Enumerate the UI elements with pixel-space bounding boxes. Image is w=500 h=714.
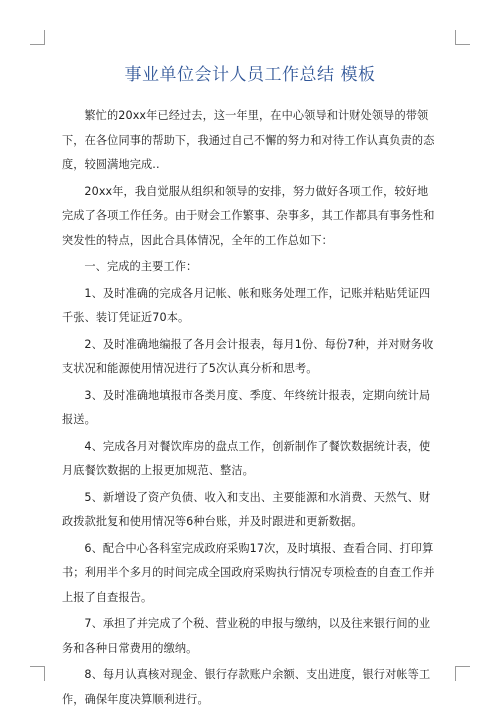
document-body — [62, 104, 438, 714]
list-item: 5、新增设了资产负债、收入和支出、主要能源和水消费、天然气、财政拨款批复和使用情况等6种台账，并及时跟进和更新数据。 — [62, 490, 431, 528]
list-item: 7、承担了并完成了个税、营业税的申报与缴纳，以及往来银行间的业务和各种日常费用的缴纳。 — [62, 617, 431, 655]
crop-mark-top-right — [455, 30, 470, 45]
crop-mark-bottom-left — [30, 666, 45, 681]
paragraph-overview: 20xx年，我自觉服从组织和领导的安排，努力做好各项工作，较好地完成了各项工作任务。由于财会工作繁事、杂事多，其工作都具有事务性和突发性的特点，因此合具体情况，全年的工作总如下： — [62, 184, 435, 247]
list-item: 6、配合中心各科室完成政府采购17次，及时填报、查看合同、打印算书；利用半个多月的时间完成全国政府采购执行情况专项检查的自查工作并上报了自查报告。 — [62, 541, 435, 604]
document-title: 事业单位会计人员工作总结 模板 — [124, 65, 376, 85]
list-item: 3、及时准确地填报市各类月度、季度、年终统计报表，定期向统计局报送。 — [62, 388, 431, 426]
crop-mark-top-left — [30, 30, 45, 45]
list-item: 2、及时准确地编报了各月会计报表，每月1份、每份7种，并对财务收支状况和能源使用情况进行了5次认真分析和思考。 — [62, 337, 434, 375]
list-item: 4、完成各月对餐饮库房的盘点工作，创新制作了餐饮数据统计表，使月底餐饮数据的上报更加规范、整洁。 — [62, 439, 431, 477]
list-item: 8、每月认真核对现金、银行存款账户余额、支出进度，银行对帐等工作，确保年度决算顺利进行。 — [62, 668, 431, 706]
crop-mark-bottom-right — [455, 666, 470, 681]
paragraph-intro: 繁忙的20xx年已经过去，这一年里，在中心领导和计财处领导的带领下，在各位同事的帮助下，我通过自己不懈的努力和对待工作认真负责的态度，较圆满地完成.. — [62, 109, 435, 171]
section-heading: 一、完成的主要工作： — [84, 260, 198, 273]
list-item: 1、及时准确的完成各月记帐、帐和账务处理工作，记账并粘贴凭证四千张、装订凭证近70本。 — [62, 286, 431, 324]
